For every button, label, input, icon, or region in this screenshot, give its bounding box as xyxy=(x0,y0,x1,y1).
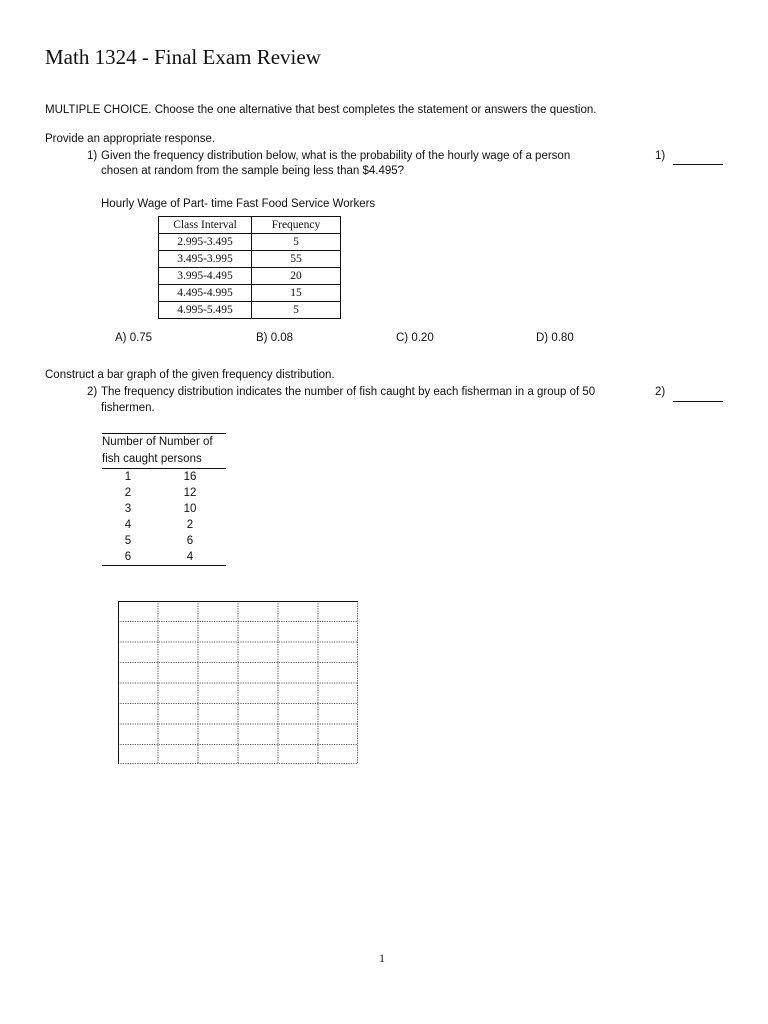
frequency-table-header: Class Interval xyxy=(159,217,252,234)
frequency-cell: 20 xyxy=(252,268,341,285)
table-row xyxy=(102,549,226,566)
table-row xyxy=(102,533,226,549)
frequency-table-header: Frequency xyxy=(252,217,341,234)
instructions: MULTIPLE CHOICE. Choose the one alternative that best completes the statement or answers the question. xyxy=(45,104,597,116)
fish-table-header: Number of Number of xyxy=(102,436,213,448)
q1-text-line2: chosen at random from the sample being less than $4.495? xyxy=(101,165,405,177)
fish-distribution-table xyxy=(102,433,226,566)
q1-answer-blank[interactable] xyxy=(673,164,723,165)
persons-cell: 12 xyxy=(183,487,197,499)
q2-answer-blank[interactable] xyxy=(673,401,723,402)
table-row xyxy=(159,268,341,285)
fish-count-cell: 2 xyxy=(124,487,132,499)
class-interval-cell: 3.495-3.995 xyxy=(159,251,252,268)
table-row xyxy=(102,501,226,517)
persons-cell: 2 xyxy=(186,519,194,531)
q2-text-line1: The frequency distribution indicates the number of fish caught by each fisherman in a group of 50 xyxy=(101,386,596,398)
grid-lines xyxy=(118,601,358,764)
persons-cell: 6 xyxy=(186,535,194,547)
fish-table-header: fish caught persons xyxy=(102,451,226,469)
q1-text-line1: Given the frequency distribution below, what is the probability of the hourly wage of a person xyxy=(101,150,571,162)
section1-heading: Provide an appropriate response. xyxy=(45,133,216,145)
frequency-cell: 5 xyxy=(252,302,341,319)
table-row xyxy=(159,251,341,268)
q1-margin-number: 1) xyxy=(655,150,666,162)
fish-count-cell: 1 xyxy=(124,471,132,483)
class-interval-cell: 2.995-3.495 xyxy=(159,234,252,251)
fish-count-cell: 6 xyxy=(124,551,132,563)
table-row xyxy=(159,302,341,319)
table-row xyxy=(159,234,341,251)
frequency-cell: 15 xyxy=(252,285,341,302)
persons-cell: 16 xyxy=(183,471,197,483)
q2-margin-number: 2) xyxy=(655,386,666,398)
table-row xyxy=(102,517,226,533)
fish-count-cell: 5 xyxy=(124,535,132,547)
table-row xyxy=(102,485,226,501)
blank-bar-graph-grid[interactable] xyxy=(118,601,358,764)
choice-a[interactable]: A) 0.75 xyxy=(115,332,153,344)
q2-number: 2) xyxy=(87,386,98,398)
persons-cell: 10 xyxy=(183,503,197,515)
frequency-cell: 5 xyxy=(252,234,341,251)
class-interval-cell: 3.995-4.495 xyxy=(159,268,252,285)
choice-d[interactable]: D) 0.80 xyxy=(536,332,574,344)
table-row xyxy=(102,469,226,486)
page-title: Math 1324 - Final Exam Review xyxy=(45,45,321,69)
table-row xyxy=(159,285,341,302)
page-number: 1 xyxy=(379,951,385,965)
fish-count-cell: 3 xyxy=(124,503,132,515)
frequency-table xyxy=(158,216,341,319)
choice-c[interactable]: C) 0.20 xyxy=(396,332,434,344)
frequency-cell: 55 xyxy=(252,251,341,268)
section2-heading: Construct a bar graph of the given frequency distribution. xyxy=(45,369,335,381)
class-interval-cell: 4.995-5.495 xyxy=(159,302,252,319)
class-interval-cell: 4.495-4.995 xyxy=(159,285,252,302)
fish-count-cell: 4 xyxy=(124,519,132,531)
persons-cell: 4 xyxy=(186,551,194,563)
q1-number: 1) xyxy=(87,150,98,162)
q2-text-line2: fishermen. xyxy=(101,402,155,414)
q1-table-title: Hourly Wage of Part- time Fast Food Service Workers xyxy=(101,198,376,210)
choice-b[interactable]: B) 0.08 xyxy=(256,332,294,344)
